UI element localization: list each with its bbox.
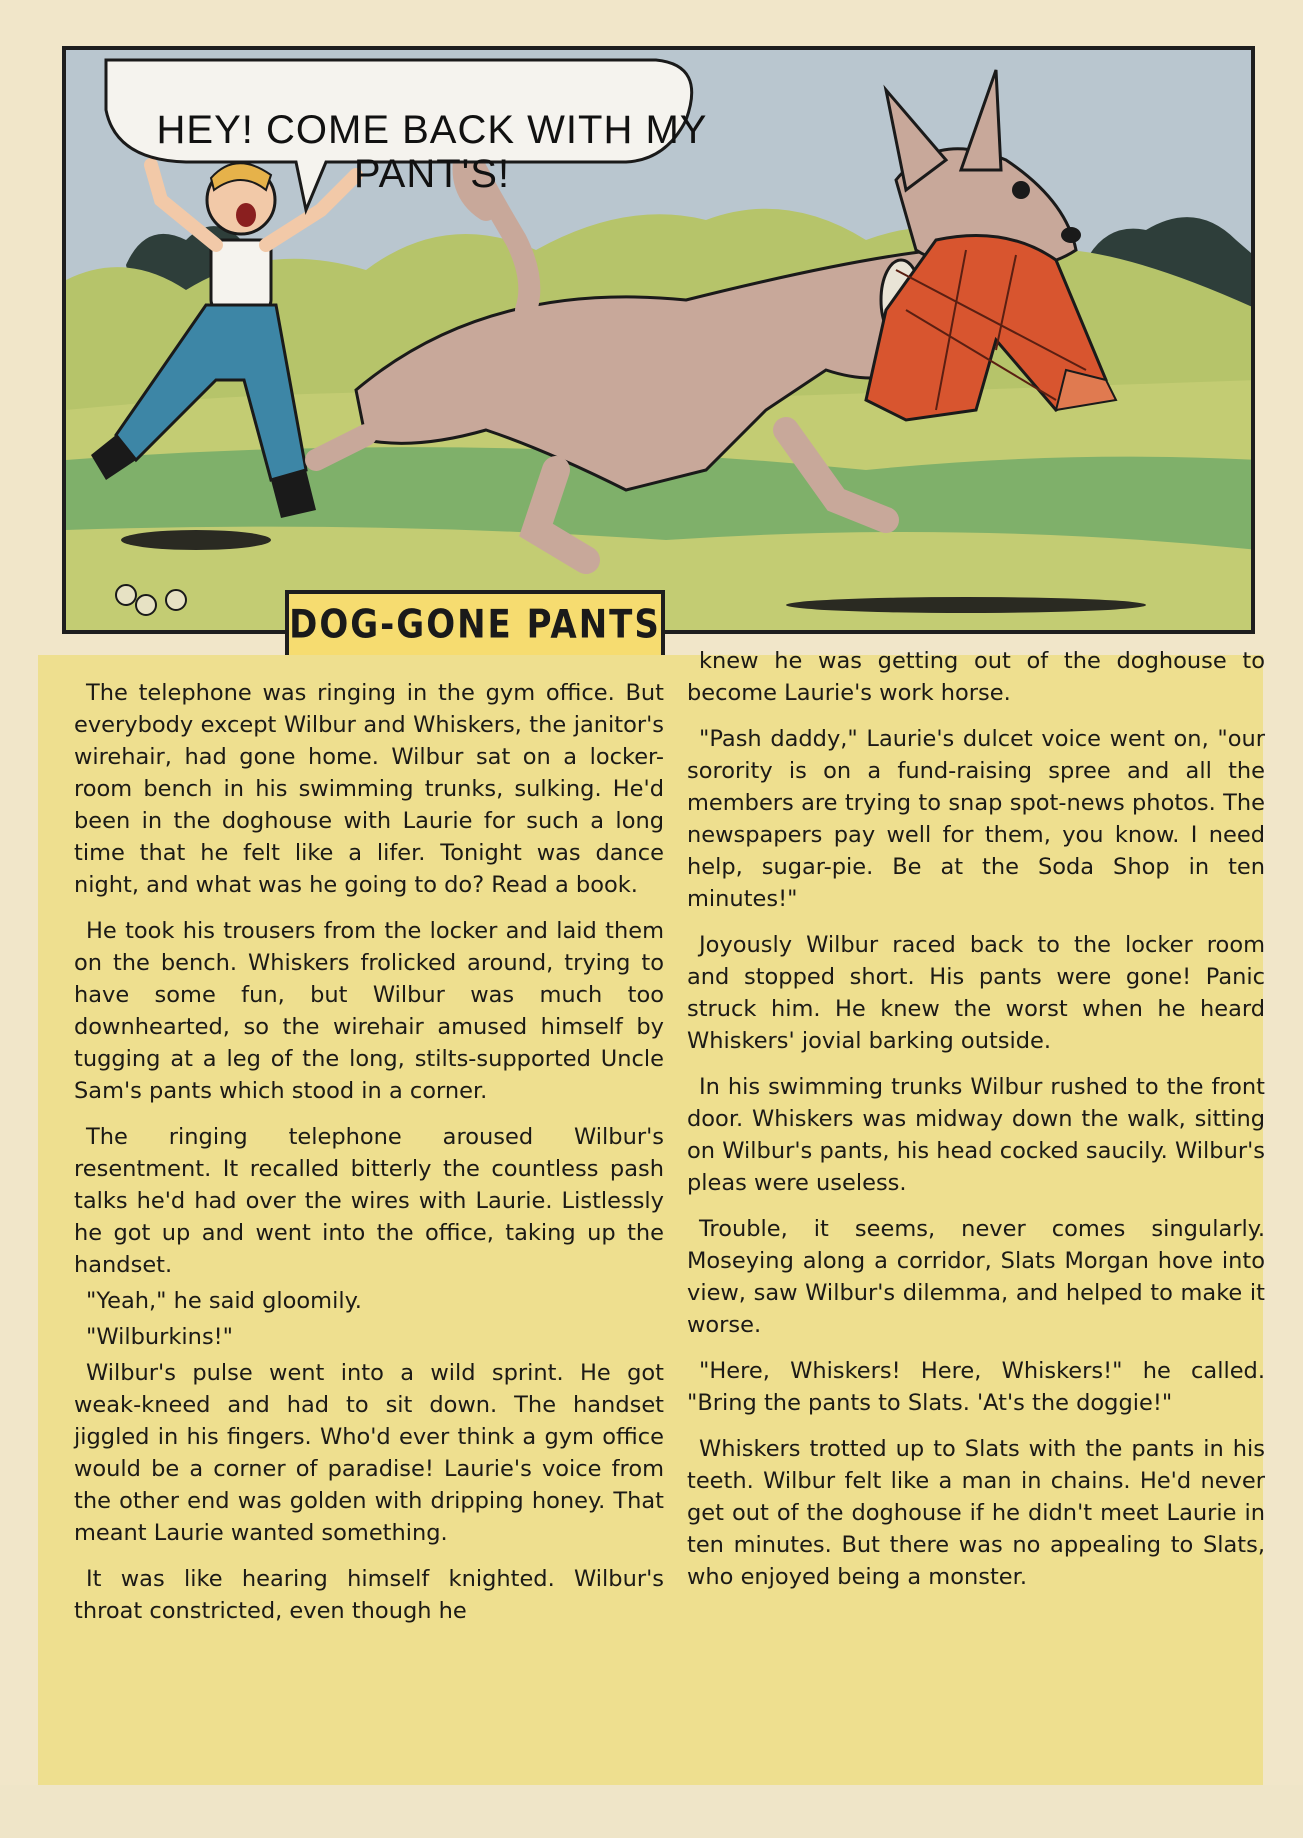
paragraph: It was like hearing himself knighted. Wilbur's throat constricted, even though he	[74, 1566, 664, 1624]
left-column	[74, 677, 664, 1641]
shadow-boy	[121, 530, 271, 550]
shadow-dog	[786, 597, 1146, 613]
paragraph: The ringing telephone aroused Wilbur's resentment. It recalled bitterly the countless pash talks he'd had over the wires with Laurie. Listlessly he got up and went into the office, taking up the handset.	[74, 1124, 664, 1278]
paragraph: He took his trousers from the locker and laid them on the bench. Whiskers frolicked around, trying to have some fun, but Wilbur was much too downhearted, so the wirehair amused himself by tugging at a leg of the long, stilts-supported Uncle Sam's pants which stood in a corner.	[74, 918, 664, 1104]
paragraph: "Here, Whiskers! Here, Whiskers!" he called. "Bring the pants to Slats. 'At's the doggie!"	[687, 1358, 1265, 1416]
paragraph: Wilbur's pulse went into a wild sprint. He got weak-kneed and had to sit down. The handset jiggled in his fingers. Who'd ever think a gym office would be a corner of paradise! Laurie's voice from the other end was golden with dripping honey. That meant Laurie wanted something.	[74, 1360, 664, 1546]
comic-panel	[62, 46, 1255, 634]
paragraph: knew he was getting out of the doghouse to become Laurie's work horse.	[687, 648, 1265, 706]
paragraph: Joyously Wilbur raced back to the locker room and stopped short. His pants were gone! Panic struck him. He knew the worst when he heard Whiskers' jovial barking outside.	[687, 932, 1265, 1054]
paragraph: Whiskers trotted up to Slats with the pants in his teeth. Wilbur felt like a man in chains. He'd never get out of the doghouse if he didn't meet Laurie in ten minutes. But there was no appealing to Slats, who enjoyed being a monster.	[687, 1436, 1265, 1590]
right-column	[687, 645, 1265, 1607]
story-text-area	[38, 648, 1265, 1785]
paragraph: Trouble, it seems, never comes singularly. Moseying along a corridor, Slats Morgan hove into view, saw Wilbur's dilemma, and helped to make it worse.	[687, 1216, 1265, 1338]
story-title-box	[285, 590, 665, 660]
paragraph: "Pash daddy," Laurie's dulcet voice went on, "our sorority is on a fund-raising spree and all the members are trying to snap spot-news photos. The newspapers pay well for them, you know. I need help, sugar-pie. Be at the Soda Shop in ten minutes!"	[687, 726, 1265, 912]
paragraph: The telephone was ringing in the gym office. But everybody except Wilbur and Whiskers, the janitor's wirehair, had gone home. Wilbur sat on a locker-room bench in his swimming trunks, sulking. He'd been in the doghouse with Laurie for such a long time that he felt like a lifer. Tonight was dance night, and what was he going to do? Read a book.	[74, 680, 664, 898]
speech-text: HEY! COME BACK WITH MY PANT'S!	[156, 108, 708, 196]
paragraph: In his swimming trunks Wilbur rushed to the front door. Whiskers was midway down the walk, sitting on Wilbur's pants, his head cocked saucily. Wilbur's pleas were useless.	[687, 1074, 1265, 1196]
story-title: DOG-GONE PANTS	[289, 602, 661, 648]
paragraph: "Yeah," he said gloomily.	[86, 1288, 362, 1314]
page-margin	[0, 1785, 1303, 1838]
paragraph: "Wilburkins!"	[86, 1324, 234, 1350]
